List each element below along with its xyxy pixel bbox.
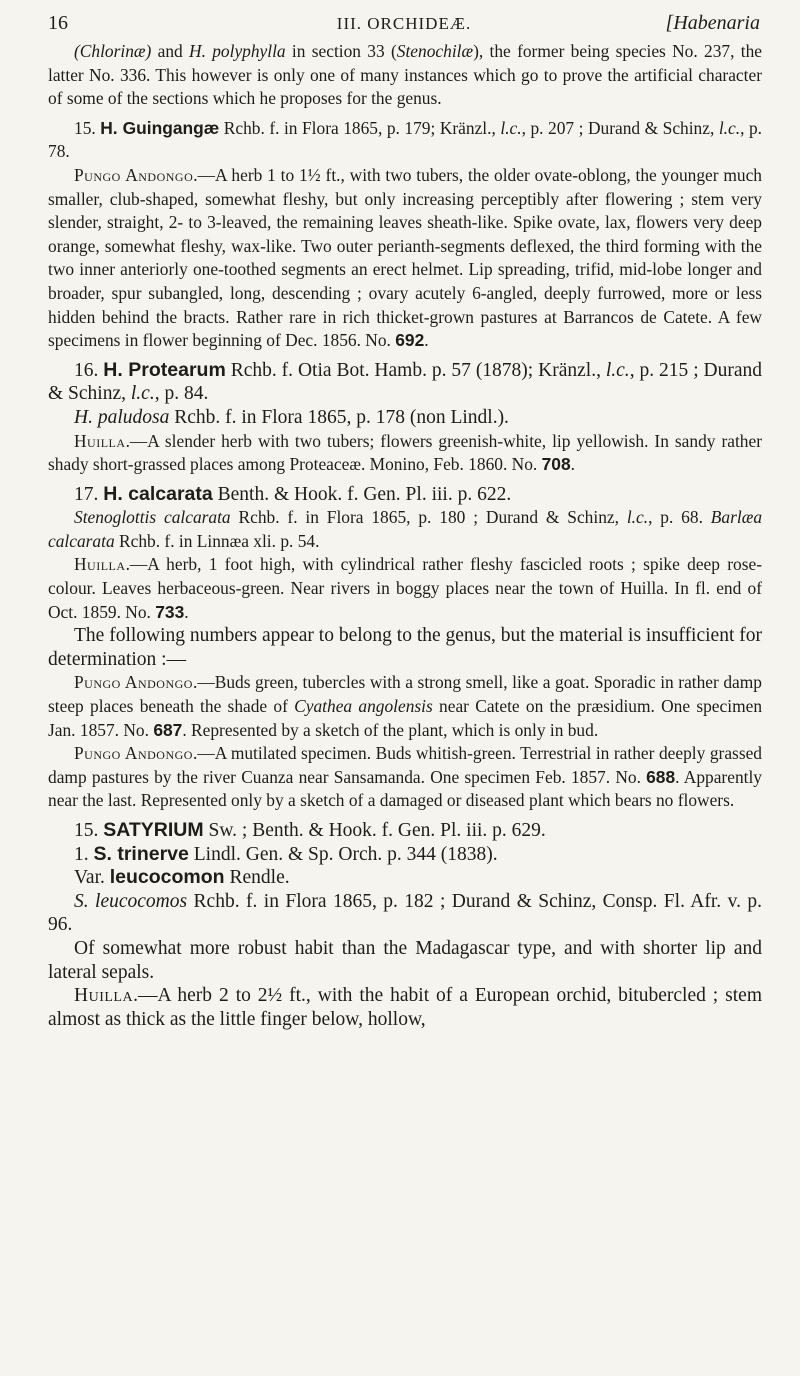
text: near Catete on the præsidium. One specimen Jan. 1857. No. xyxy=(48,696,763,740)
species-entry-heading xyxy=(48,359,762,406)
paragraph xyxy=(48,624,762,671)
italic-text: H. paludosa xyxy=(74,406,170,428)
text: 15. xyxy=(74,820,104,841)
italic-text: l.c. xyxy=(718,117,741,138)
text: 16. xyxy=(74,359,104,381)
italic-text: H. polyphylla xyxy=(189,41,286,61)
text: . Apparently near the last. Represented only by a sketch of a damaged or diseased plant which bears no flowers. xyxy=(48,766,762,811)
italic-text: S. leucocomos xyxy=(74,890,188,912)
species-entry-heading xyxy=(48,483,762,507)
text: Rendle. xyxy=(224,867,290,889)
italic-text: l.c. xyxy=(500,117,522,138)
bold-text: 708 xyxy=(541,454,571,475)
chapter-title: III. ORCHIDEÆ. xyxy=(336,14,472,33)
text: The following numbers appear to belong to the genus, but the material is insufficient for determination :— xyxy=(48,625,762,670)
bold-text: 692 xyxy=(395,330,425,351)
text: . xyxy=(424,330,429,351)
paragraph xyxy=(48,506,762,553)
locality-name: Pungo Andongo xyxy=(74,672,193,693)
page-number: 16 xyxy=(48,12,68,34)
text: 1. xyxy=(74,843,94,865)
genus-entry-heading xyxy=(48,819,762,843)
paragraph xyxy=(48,671,762,742)
species-entry-heading xyxy=(48,843,762,867)
italic-text: l.c. xyxy=(626,507,649,528)
text: and xyxy=(151,41,190,61)
bold-text: H. Guingangæ xyxy=(100,117,220,138)
text: Rchb. f. in Flora 1865, p. 182 ; Durand & Schinz, Consp. Fl. Afr. v. p. 96. xyxy=(48,890,762,936)
paragraph xyxy=(48,164,762,353)
text: Rchb. f. Otia Bot. Hamb. p. 57 (1878); Kränzl., xyxy=(225,359,606,381)
italic-text: (Chlorinæ) xyxy=(74,41,152,61)
italic-text: Stenochilæ xyxy=(396,41,474,61)
paragraph xyxy=(48,406,762,430)
italic-text: Stenoglottis calcarata xyxy=(74,507,231,528)
paragraph xyxy=(48,40,762,111)
locality-name: Pungo Andongo xyxy=(74,164,194,185)
running-header xyxy=(48,8,760,42)
text: Rchb. f. in Flora 1865, p. 179; Kränzl., xyxy=(219,117,501,138)
variety-heading xyxy=(48,866,762,890)
bold-text: 733 xyxy=(155,601,185,622)
paragraph xyxy=(48,937,762,984)
text: Rchb. f. in Linnæa xli. p. 54. xyxy=(114,530,320,551)
text: .—A herb, 1 foot high, with cylindrical rather fleshy fascicled roots ; spike deep rose-colour. Leaves herbaceous-green. Near rivers in boggy places near the town of Huilla. In fl. end of Oct. 1859. No. xyxy=(48,554,762,622)
text: .—A mutilated specimen. Buds whitish-green. Terrestrial in rather deeply grassed damp pastures by the river Cuanza near Sansamanda. One specimen Feb. 1857. No. xyxy=(48,743,762,787)
text: , p. 84. xyxy=(154,383,209,405)
text: , p. 78. xyxy=(48,117,762,162)
text: .—A slender herb with two tubers; flowers greenish-white, lip yellowish. In sandy rather shady short-grassed places among Proteaceæ. Monino, Feb. 1860. No. xyxy=(48,430,762,475)
paragraph xyxy=(48,742,762,813)
italic-text: l.c. xyxy=(605,359,630,381)
bold-text: S. trinerve xyxy=(93,842,189,865)
bold-text: H. calcarata xyxy=(103,482,213,505)
text: 15. xyxy=(74,117,101,138)
text: Of somewhat more robust habit than the Madagascar type, and with shorter lip and lateral sepals. xyxy=(48,937,762,983)
paragraph xyxy=(48,553,762,624)
italic-text: Barlæa calcarata xyxy=(48,507,763,551)
locality-name: Huilla xyxy=(74,554,126,575)
text: .—A herb 1 to 1½ ft., with two tubers, the older ovate-oblong, the younger much smaller, club-shaped, somewhat fleshy, but only increasing perceptibly after flowering ; stem very slender, straight, 2- to 3-leaved, the remaining leaves sheath-like. Spike ovate, lax, flowers very deep orange, somewhat fleshy, wax-like. Two outer perianth-segments deflexed, the third forming with the two inner anteriorly one-toothed segments an erect helmet. Lip spreading, trifid, mid-lobe longer and broader, spur subangled, long, descending ; ovary acutely 6-angled, deeply furrowed, more or less hidden behind the bracts. Rather rare in rich thicket-grown pastures at Barrancos de Catete. A few specimens in flower beginning of Dec. 1856. No. xyxy=(48,164,762,351)
bold-text: leucocomon xyxy=(109,866,225,889)
bold-text: H. Protearum xyxy=(103,358,226,381)
locality-name: Pungo Andongo xyxy=(74,743,193,764)
bold-text: SATYRIUM xyxy=(103,819,204,841)
paragraph xyxy=(48,890,762,937)
text: .—Buds green, tubercles with a strong smell, like a goat. Sporadic in rather damp steep places beneath the shade of xyxy=(48,672,762,717)
text: , p. 215 ; Durand & Schinz, xyxy=(48,359,763,405)
text: ), the former being species No. 237, the latter No. 336. This however is only one of many instances which go to prove the artificial character of some of the sections which he proposes for the genus. xyxy=(48,41,762,109)
text: .—A herb 2 to 2½ ft., with the habit of a European orchid, bitubercled ; stem almost as thick as the little finger below, hollow, xyxy=(48,985,762,1030)
text: in section 33 ( xyxy=(285,41,397,61)
text: . xyxy=(570,454,575,475)
text: , p. 207 ; Durand & Schinz, xyxy=(521,117,719,138)
bold-text: 687 xyxy=(153,719,183,740)
paragraph xyxy=(48,984,762,1031)
text: Sw. ; Benth. & Hook. f. Gen. Pl. iii. p. 629. xyxy=(203,820,546,841)
locality-name: Huilla xyxy=(74,430,126,451)
text: Rchb. f. in Flora 1865, p. 180 ; Durand & Schinz, xyxy=(230,507,627,528)
text: Lindl. Gen. & Sp. Orch. p. 344 (1838). xyxy=(188,843,498,865)
italic-text: Cyathea angolensis xyxy=(294,696,433,717)
locality-name: Huilla xyxy=(74,985,134,1007)
bold-text: 688 xyxy=(646,766,676,787)
paragraph xyxy=(48,430,762,477)
text: , p. 68. xyxy=(648,507,711,528)
text: . Represented by a sketch of the plant, which is only in bud. xyxy=(182,719,599,740)
page-body xyxy=(48,40,762,1031)
genus-heading: [Habenaria xyxy=(665,12,760,34)
text: . xyxy=(184,601,189,622)
text: Var. xyxy=(74,867,110,889)
text: Benth. & Hook. f. Gen. Pl. iii. p. 622. xyxy=(212,483,512,505)
italic-text: l.c. xyxy=(130,383,155,405)
text: Rchb. f. in Flora 1865, p. 178 (non Lindl.). xyxy=(169,406,509,428)
text: 17. xyxy=(74,483,104,505)
species-entry-heading xyxy=(48,117,762,164)
